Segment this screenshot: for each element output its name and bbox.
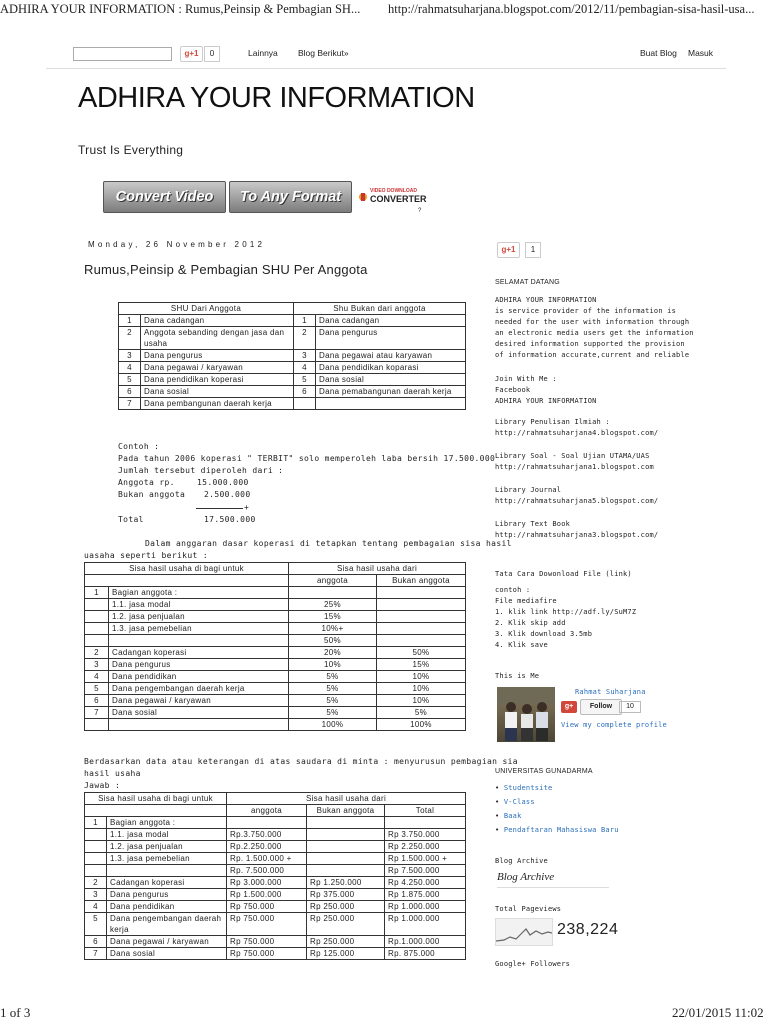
table-cell (307, 817, 385, 829)
table-cell: 10% (377, 671, 466, 683)
library-title: Library Soal - Soal Ujian UTAMA/UAS (495, 452, 650, 460)
shu-percentage-table (84, 562, 466, 731)
example-line: Pada tahun 2006 koperasi " TERBIT" solo memperoleh laba bersih 17.500.000 (118, 454, 496, 463)
table-cell (109, 635, 289, 647)
table-row (85, 575, 466, 587)
table-cell (85, 599, 109, 611)
table-cell: Rp. 875.000 (385, 948, 466, 960)
table-row (85, 793, 466, 805)
table-cell (85, 719, 109, 731)
table-cell (307, 841, 385, 853)
download-step: 2. Klik skip add (495, 619, 566, 627)
print-footer-page: 1 of 3 (0, 1005, 31, 1020)
shu-distribution-table (84, 792, 466, 960)
university-heading: UNIVERSITAS GUNADARMA (495, 768, 593, 775)
download-steps (495, 585, 636, 651)
gplus-count: 0 (204, 46, 220, 62)
table-cell: 4 (85, 901, 107, 913)
paragraph: Berdasarkan data atau keterangan di atas saudara di minta : menyurusun pembagian sia (84, 757, 518, 766)
download-step: File mediafire (495, 597, 557, 605)
view-profile-link[interactable]: View my complete profile (561, 721, 667, 729)
table-cell: Dana sosial (316, 374, 466, 386)
table-cell (85, 635, 109, 647)
table-row (85, 948, 466, 960)
table-cell: Dana sosial (141, 386, 294, 398)
table-cell: 2 (119, 327, 141, 350)
table-cell (377, 587, 466, 599)
sidebar-gplus-count: 1 (525, 242, 541, 258)
table-cell (85, 575, 289, 587)
table-cell (377, 611, 466, 623)
university-link-label: Baak (503, 812, 522, 820)
table-cell: Rp 1.875.000 (385, 889, 466, 901)
table-cell: Bukan anggota (377, 575, 466, 587)
member-label: Anggota rp. (118, 478, 175, 487)
table-cell: 1.2. jasa penjualan (107, 841, 227, 853)
table-cell: Dana cadangan (316, 315, 466, 327)
about-text (495, 295, 694, 361)
table-cell: 1.1. jasa modal (107, 829, 227, 841)
table-cell: 5 (119, 374, 141, 386)
welcome-heading: SELAMAT DATANG (495, 279, 560, 286)
table-cell: 2 (85, 877, 107, 889)
logo-top-text: VIDEO DOWNLOAD (370, 188, 417, 194)
sum-line (196, 508, 243, 509)
table-cell: Shu Bukan dari anggota (294, 303, 466, 315)
table-cell: 50% (289, 635, 377, 647)
table-cell: Anggota sebanding dengan jasa dan usaha (141, 327, 294, 350)
about-line: needed for the user with information through (495, 318, 690, 326)
library-url[interactable]: http://rahmatsuharjana4.blogspot.com/ (495, 429, 659, 437)
gplus-profile-icon: g+ (561, 701, 577, 713)
table-cell: Rp 2.250.000 (385, 841, 466, 853)
table-cell: 15% (377, 659, 466, 671)
table-cell: Rp.2.250.000 (227, 841, 307, 853)
any-format-banner[interactable]: To Any Format (229, 181, 352, 213)
table-cell (377, 623, 466, 635)
profile-people-icon (497, 687, 555, 742)
university-links (495, 783, 619, 839)
download-step: 1. klik link http://adf.ly/SuM7Z (495, 608, 637, 616)
bullet-icon: • (495, 784, 504, 792)
table-cell: 7 (85, 948, 107, 960)
banner-mark: ? (418, 208, 422, 214)
bullet-icon: • (495, 812, 504, 820)
table-cell: Rp 1.500.000 + (385, 853, 466, 865)
table-cell: Dana sosial (107, 948, 227, 960)
table-row (85, 623, 466, 635)
download-step: 4. Klik save (495, 641, 548, 649)
university-link[interactable] (495, 797, 619, 808)
university-link-label: V-Class (503, 798, 535, 806)
table-cell: 10% (289, 659, 377, 671)
post-title[interactable]: Rumus,Peinsip & Pembagian SHU Per Anggota (84, 262, 368, 277)
table-row (119, 386, 466, 398)
table-row (119, 398, 466, 410)
table-row (85, 817, 466, 829)
table-cell: Sisa hasil usaha di bagi untuk (85, 563, 289, 575)
table-cell: Dana sosial (109, 707, 289, 719)
convert-video-banner[interactable]: Convert Video (103, 181, 226, 213)
table-cell (85, 853, 107, 865)
table-cell: Dana pengurus (109, 659, 289, 671)
university-link[interactable] (495, 783, 619, 794)
table-row (85, 889, 466, 901)
table-cell: Dana cadangan (141, 315, 294, 327)
table-cell: Dana pendidikan (107, 901, 227, 913)
table-row (85, 695, 466, 707)
table-cell (289, 587, 377, 599)
table-cell: 5% (377, 707, 466, 719)
about-line: an electronic media users get the information (495, 329, 694, 337)
table-cell: 5 (85, 683, 109, 695)
table-cell: 1 (119, 315, 141, 327)
table-cell (294, 398, 316, 410)
join-line: ADHIRA YOUR INFORMATION (495, 397, 597, 405)
table-cell: Rp 750.000 (227, 936, 307, 948)
non-member-value: 2.500.000 (204, 490, 251, 499)
sparkline-icon (496, 919, 552, 945)
pageviews-count: 238,224 (557, 921, 619, 938)
table-cell: Rp 250.000 (307, 913, 385, 936)
table-row (119, 315, 466, 327)
table-cell: 5% (289, 671, 377, 683)
table-cell: 4 (119, 362, 141, 374)
table-cell: 4 (85, 671, 109, 683)
table-cell: Dana pegawai / karyawan (109, 695, 289, 707)
university-link[interactable] (495, 825, 619, 836)
table-row (85, 563, 466, 575)
print-footer-datetime: 22/01/2015 11:02 (672, 1005, 764, 1020)
table-row (85, 707, 466, 719)
table-row (85, 913, 466, 936)
table-cell: anggota (227, 805, 307, 817)
table-cell: 10% (377, 683, 466, 695)
table-cell (85, 623, 109, 635)
table-cell: 10% (377, 695, 466, 707)
search-input[interactable] (73, 47, 172, 61)
university-link[interactable] (495, 811, 619, 822)
table-cell: Sisa hasil usaha dari (227, 793, 466, 805)
table-cell: Dana pengembangan daerah kerja (107, 913, 227, 936)
table-cell: 1.3. jasa pemebelian (107, 853, 227, 865)
table-cell: 10%+ (289, 623, 377, 635)
create-blog-link[interactable]: Buat Blog (640, 48, 677, 58)
member-value: 15.000.000 (197, 478, 249, 487)
table-row (85, 865, 466, 877)
library-title: Library Journal (495, 486, 562, 494)
table-cell: 1 (85, 587, 109, 599)
table-row (85, 647, 466, 659)
table-row (85, 829, 466, 841)
table-cell: 1.3. jasa pemebelian (109, 623, 289, 635)
table-cell: 6 (119, 386, 141, 398)
table-cell: Rp 3.000.000 (227, 877, 307, 889)
library-url[interactable]: http://rahmatsuharjana3.blogspot.com/ (495, 531, 659, 539)
table-cell: 1.2. jasa penjualan (109, 611, 289, 623)
table-cell: Rp 750.000 (227, 901, 307, 913)
table-cell: Dana pegawai / karyawan (141, 362, 294, 374)
table-cell: 3 (294, 350, 316, 362)
sidebar-gplus-button[interactable]: g+1 (497, 242, 520, 258)
table-cell: Dana pendidikan (109, 671, 289, 683)
table-cell (316, 398, 466, 410)
library-url[interactable]: http://rahmatsuharjana5.blogspot.com/ (495, 497, 659, 505)
table-row (85, 599, 466, 611)
about-line: of information accurate,current and reliable (495, 351, 690, 359)
table-cell: Bagian anggota : (107, 817, 227, 829)
table-cell: Rp 750.000 (227, 948, 307, 960)
library-title: Library Text Book (495, 520, 571, 528)
join-line: Join With Me : (495, 375, 557, 383)
table-row (85, 659, 466, 671)
join-text (495, 374, 597, 407)
table-row (119, 303, 466, 315)
table-cell: Cadangan koperasi (109, 647, 289, 659)
example-label: Contoh : (118, 442, 160, 451)
table-cell: Dana pegawai atau karyawan (316, 350, 466, 362)
table-cell: 5% (289, 695, 377, 707)
pageviews-heading: Total Pageviews (495, 905, 562, 913)
table-cell: Rp 1.250.000 (307, 877, 385, 889)
paragraph: hasil usaha (84, 769, 141, 778)
total-label: Total (118, 515, 144, 524)
table-cell: Rp 4.250.000 (385, 877, 466, 889)
video-converter-logo[interactable] (358, 186, 427, 208)
table-cell (85, 829, 107, 841)
table-cell: Rp. 1.500.000 + (227, 853, 307, 865)
follow-button[interactable]: Follow (580, 699, 622, 715)
library-links (495, 417, 658, 553)
library-title: Library Penulisan Ilmiah : (495, 418, 610, 426)
table-row (85, 635, 466, 647)
table-cell: Bukan anggota (307, 805, 385, 817)
answer-label: Jawab : (84, 781, 121, 790)
table-cell: 5 (294, 374, 316, 386)
table-cell (377, 635, 466, 647)
university-link-label: Studentsite (503, 784, 553, 792)
table-cell: 3 (85, 889, 107, 901)
table-cell: 6 (85, 936, 107, 948)
table-cell: Dana pendidikan koparasi (316, 362, 466, 374)
table-cell (107, 865, 227, 877)
table-cell: 1 (294, 315, 316, 327)
table-cell: Rp 750.000 (227, 913, 307, 936)
print-header-title: ADHIRA YOUR INFORMATION : Rumus,Peinsip & Pembagian SH... (0, 2, 361, 16)
table-cell: 4 (294, 362, 316, 374)
table-cell: 7 (119, 398, 141, 410)
table-cell: Dana pengurus (316, 327, 466, 350)
download-heading: Tata Cara Dowonload File (link) (495, 570, 632, 578)
table-cell (85, 805, 227, 817)
table-cell: Rp 1.500.000 (227, 889, 307, 901)
plus-sign: + (244, 503, 250, 512)
table-cell: Cadangan koperasi (107, 877, 227, 889)
blog-title[interactable]: ADHIRA YOUR INFORMATION (78, 82, 475, 114)
table-row (119, 374, 466, 386)
table-row (85, 877, 466, 889)
table-cell: 5 (85, 913, 107, 936)
table-cell: Rp 3.750.000 (385, 829, 466, 841)
table-cell: 1 (85, 817, 107, 829)
table-cell: Total (385, 805, 466, 817)
pageviews-sparkline (495, 918, 553, 946)
table-cell: Rp 250.000 (307, 901, 385, 913)
table-row (85, 805, 466, 817)
paragraph: Dalam anggaran dasar koperasi di tetapkan tentang pembagaian sisa hasil (145, 539, 512, 548)
profile-name-link[interactable]: Rahmat Suharjana (575, 688, 646, 696)
shu-allocation-table (118, 302, 466, 410)
download-step: contoh : (495, 586, 531, 594)
archive-dropdown[interactable]: Blog Archive (497, 871, 609, 888)
table-cell: Dana pemabangunan daerah kerja (316, 386, 466, 398)
follow-count: 10 (619, 701, 641, 713)
table-cell: 15% (289, 611, 377, 623)
table-cell: Dana pembangunan daerah kerja (141, 398, 294, 410)
total-value: 17.500.000 (204, 515, 256, 524)
table-cell (377, 599, 466, 611)
about-line: ADHIRA YOUR INFORMATION (495, 296, 597, 304)
table-cell: 6 (294, 386, 316, 398)
table-cell: 3 (119, 350, 141, 362)
join-line: Facebook (495, 386, 531, 394)
table-cell: Rp.3.750.000 (227, 829, 307, 841)
table-row (85, 683, 466, 695)
table-cell (85, 841, 107, 853)
profile-photo[interactable] (497, 687, 555, 742)
example-line: Jumlah tersebut diperoleh dari : (118, 466, 284, 475)
table-row (85, 587, 466, 599)
paragraph: uasaha seperti berikut : (84, 551, 208, 560)
table-cell: 5% (289, 683, 377, 695)
next-blog-link[interactable]: Blog Berikut» (298, 48, 349, 58)
sign-in-link[interactable]: Masuk (688, 48, 714, 58)
table-row (85, 611, 466, 623)
profile-heading: This is Me (495, 672, 540, 680)
table-cell: 20% (289, 647, 377, 659)
blog-description: Trust Is Everything (78, 143, 184, 157)
post-date: Monday, 26 November 2012 (88, 240, 266, 249)
table-row (85, 841, 466, 853)
university-link-label: Pendaftaran Mahasiswa Baru (503, 826, 619, 834)
logo-bottom-text: CONVERTER (370, 194, 427, 204)
table-row (85, 671, 466, 683)
table-cell: Rp.1.000.000 (385, 936, 466, 948)
bullet-icon: • (495, 798, 504, 806)
table-cell: Sisa hasil usaha dari (289, 563, 466, 575)
table-cell: Rp 1.000.000 (385, 901, 466, 913)
table-cell (227, 817, 307, 829)
table-row (85, 901, 466, 913)
table-cell: 2 (85, 647, 109, 659)
more-link[interactable]: Lainnya (248, 48, 278, 58)
gplus-button[interactable]: g+1 (180, 46, 203, 62)
table-cell: Dana pegawai / karyawan (107, 936, 227, 948)
table-cell: Sisa hasil usaha di bagi untuk (85, 793, 227, 805)
table-cell: 100% (377, 719, 466, 731)
table-cell: Dana pendidikan koperasi (141, 374, 294, 386)
table-row (85, 936, 466, 948)
table-cell: 3 (85, 659, 109, 671)
bullet-icon: • (495, 826, 504, 834)
table-cell (307, 865, 385, 877)
about-line: desired information supported the provision (495, 340, 685, 348)
table-cell: 100% (289, 719, 377, 731)
table-cell: 6 (85, 695, 109, 707)
table-cell (385, 817, 466, 829)
followers-heading: Google+ Followers (495, 960, 571, 968)
table-cell (307, 853, 385, 865)
table-cell: Rp 250.000 (307, 936, 385, 948)
table-cell (307, 829, 385, 841)
table-cell (85, 611, 109, 623)
table-cell: Rp 125.000 (307, 948, 385, 960)
table-cell: 1.1. jasa modal (109, 599, 289, 611)
library-url[interactable]: http://rahmatsuharjana1.blogspot.com (495, 463, 654, 471)
non-member-label: Bukan anggota (118, 490, 186, 499)
download-step: 3. Klik download 3.5mb (495, 630, 593, 638)
table-cell: Dana pengurus (141, 350, 294, 362)
table-cell: SHU Dari Anggota (119, 303, 294, 315)
table-cell: Rp. 7.500.000 (227, 865, 307, 877)
table-cell: Dana pengurus (107, 889, 227, 901)
archive-heading: Blog Archive (495, 857, 548, 865)
table-cell: Rp 7.500.000 (385, 865, 466, 877)
table-cell: 7 (85, 707, 109, 719)
table-cell (109, 719, 289, 731)
print-header-url: http://rahmatsuharjana.blogspot.com/2012/11/pembagian-sisa-hasil-usa... (388, 2, 755, 16)
table-cell: 50% (377, 647, 466, 659)
table-cell: anggota (289, 575, 377, 587)
table-cell (85, 865, 107, 877)
table-row (119, 327, 466, 350)
table-row (119, 350, 466, 362)
table-cell: 25% (289, 599, 377, 611)
table-row (119, 362, 466, 374)
table-cell: Dana pengembangan daerah kerja (109, 683, 289, 695)
table-cell: 2 (294, 327, 316, 350)
table-row (85, 719, 466, 731)
table-cell: Bagian anggota : (109, 587, 289, 599)
about-line: is service provider of the information is (495, 307, 676, 315)
table-row (85, 853, 466, 865)
table-cell: 5% (289, 707, 377, 719)
table-cell: Rp 375.000 (307, 889, 385, 901)
table-cell: Rp 1.000.000 (385, 913, 466, 936)
